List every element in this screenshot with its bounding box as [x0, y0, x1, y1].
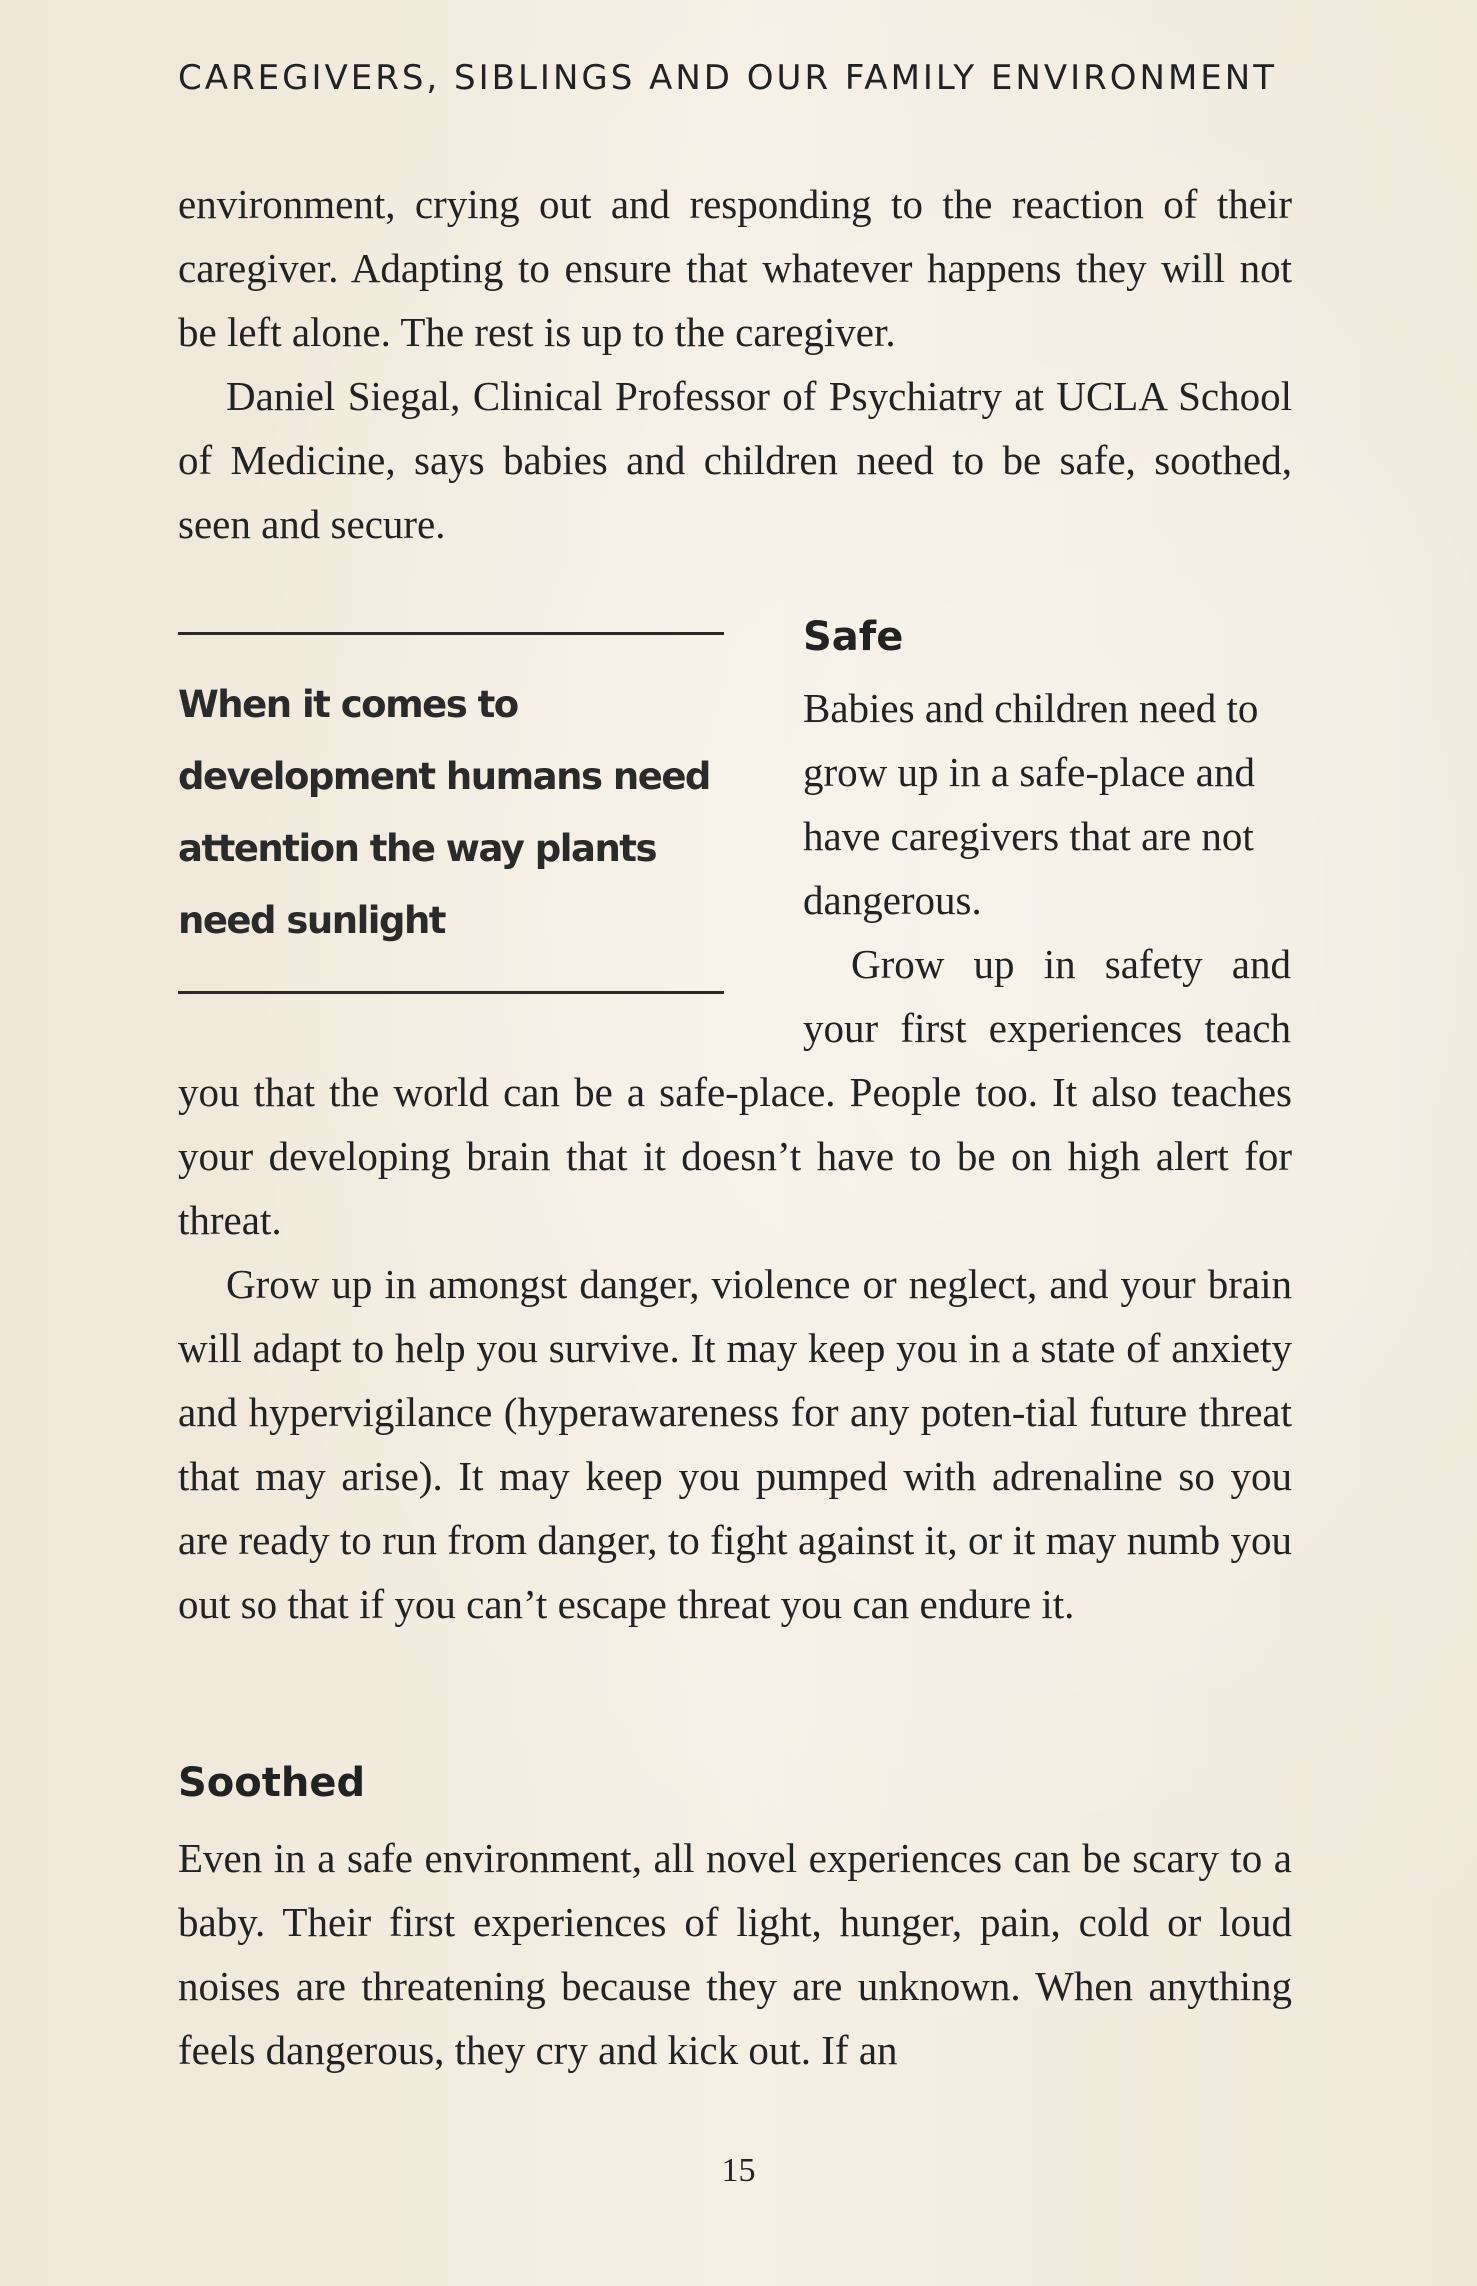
- section-heading-soothed: Soothed: [178, 1760, 366, 1806]
- safe-paragraph-2-continued: you that the world can be a safe-place. People too. It also teaches your developing brain that it doesn’t have to be on high alert for threat.: [178, 1069, 1292, 1243]
- section-heading-safe: Safe: [803, 614, 904, 660]
- body-paragraph-2: Daniel Siegal, Clinical Professor of Psychiatry at UCLA School of Medicine, says babies and children need to be safe, soothed, seen and secure.: [178, 373, 1292, 547]
- page-number: 15: [721, 2152, 756, 2189]
- soothed-paragraph-1: Even in a safe environment, all novel experiences can be scary to a baby. Their first experiences of light, hunger, pain, cold or loud noises are threatening because they are unknown. When anything feels dangerous, they cry and kick out. If an: [178, 1835, 1292, 2073]
- body-paragraph-1: environment, crying out and responding to the reaction of their caregiver. Adapting to ensure that whatever happens they will not be left alone. The rest is up to the caregiver.: [178, 181, 1292, 355]
- pull-quote: [178, 632, 724, 994]
- pull-quote-top-rule: [178, 632, 724, 635]
- pull-quote-text: When it comes to development humans need attention the way plants need sunlight: [178, 683, 710, 942]
- pull-quote-bottom-rule: [178, 991, 724, 994]
- safe-paragraph-2-start: Grow up in safety and your first experiences teach: [803, 941, 1291, 1051]
- running-head: CAREGIVERS, SIBLINGS AND OUR FAMILY ENVIRONMENT: [178, 58, 1277, 98]
- body-paragraph-4: Grow up in amongst danger, violence or neglect, and your brain will adapt to help you survive. It may keep you in a state of anxiety and hypervigilance (hyperawareness for any poten-tial future threat that may arise). It may keep you pumped with adrenaline so you are ready to run from danger, to fight against it, or it may numb you out so that if you can’t escape threat you can endure it.: [178, 1261, 1292, 1627]
- safe-paragraph-1: Babies and children need to grow up in a safe-place and have caregivers that are not dangerous.: [803, 685, 1259, 923]
